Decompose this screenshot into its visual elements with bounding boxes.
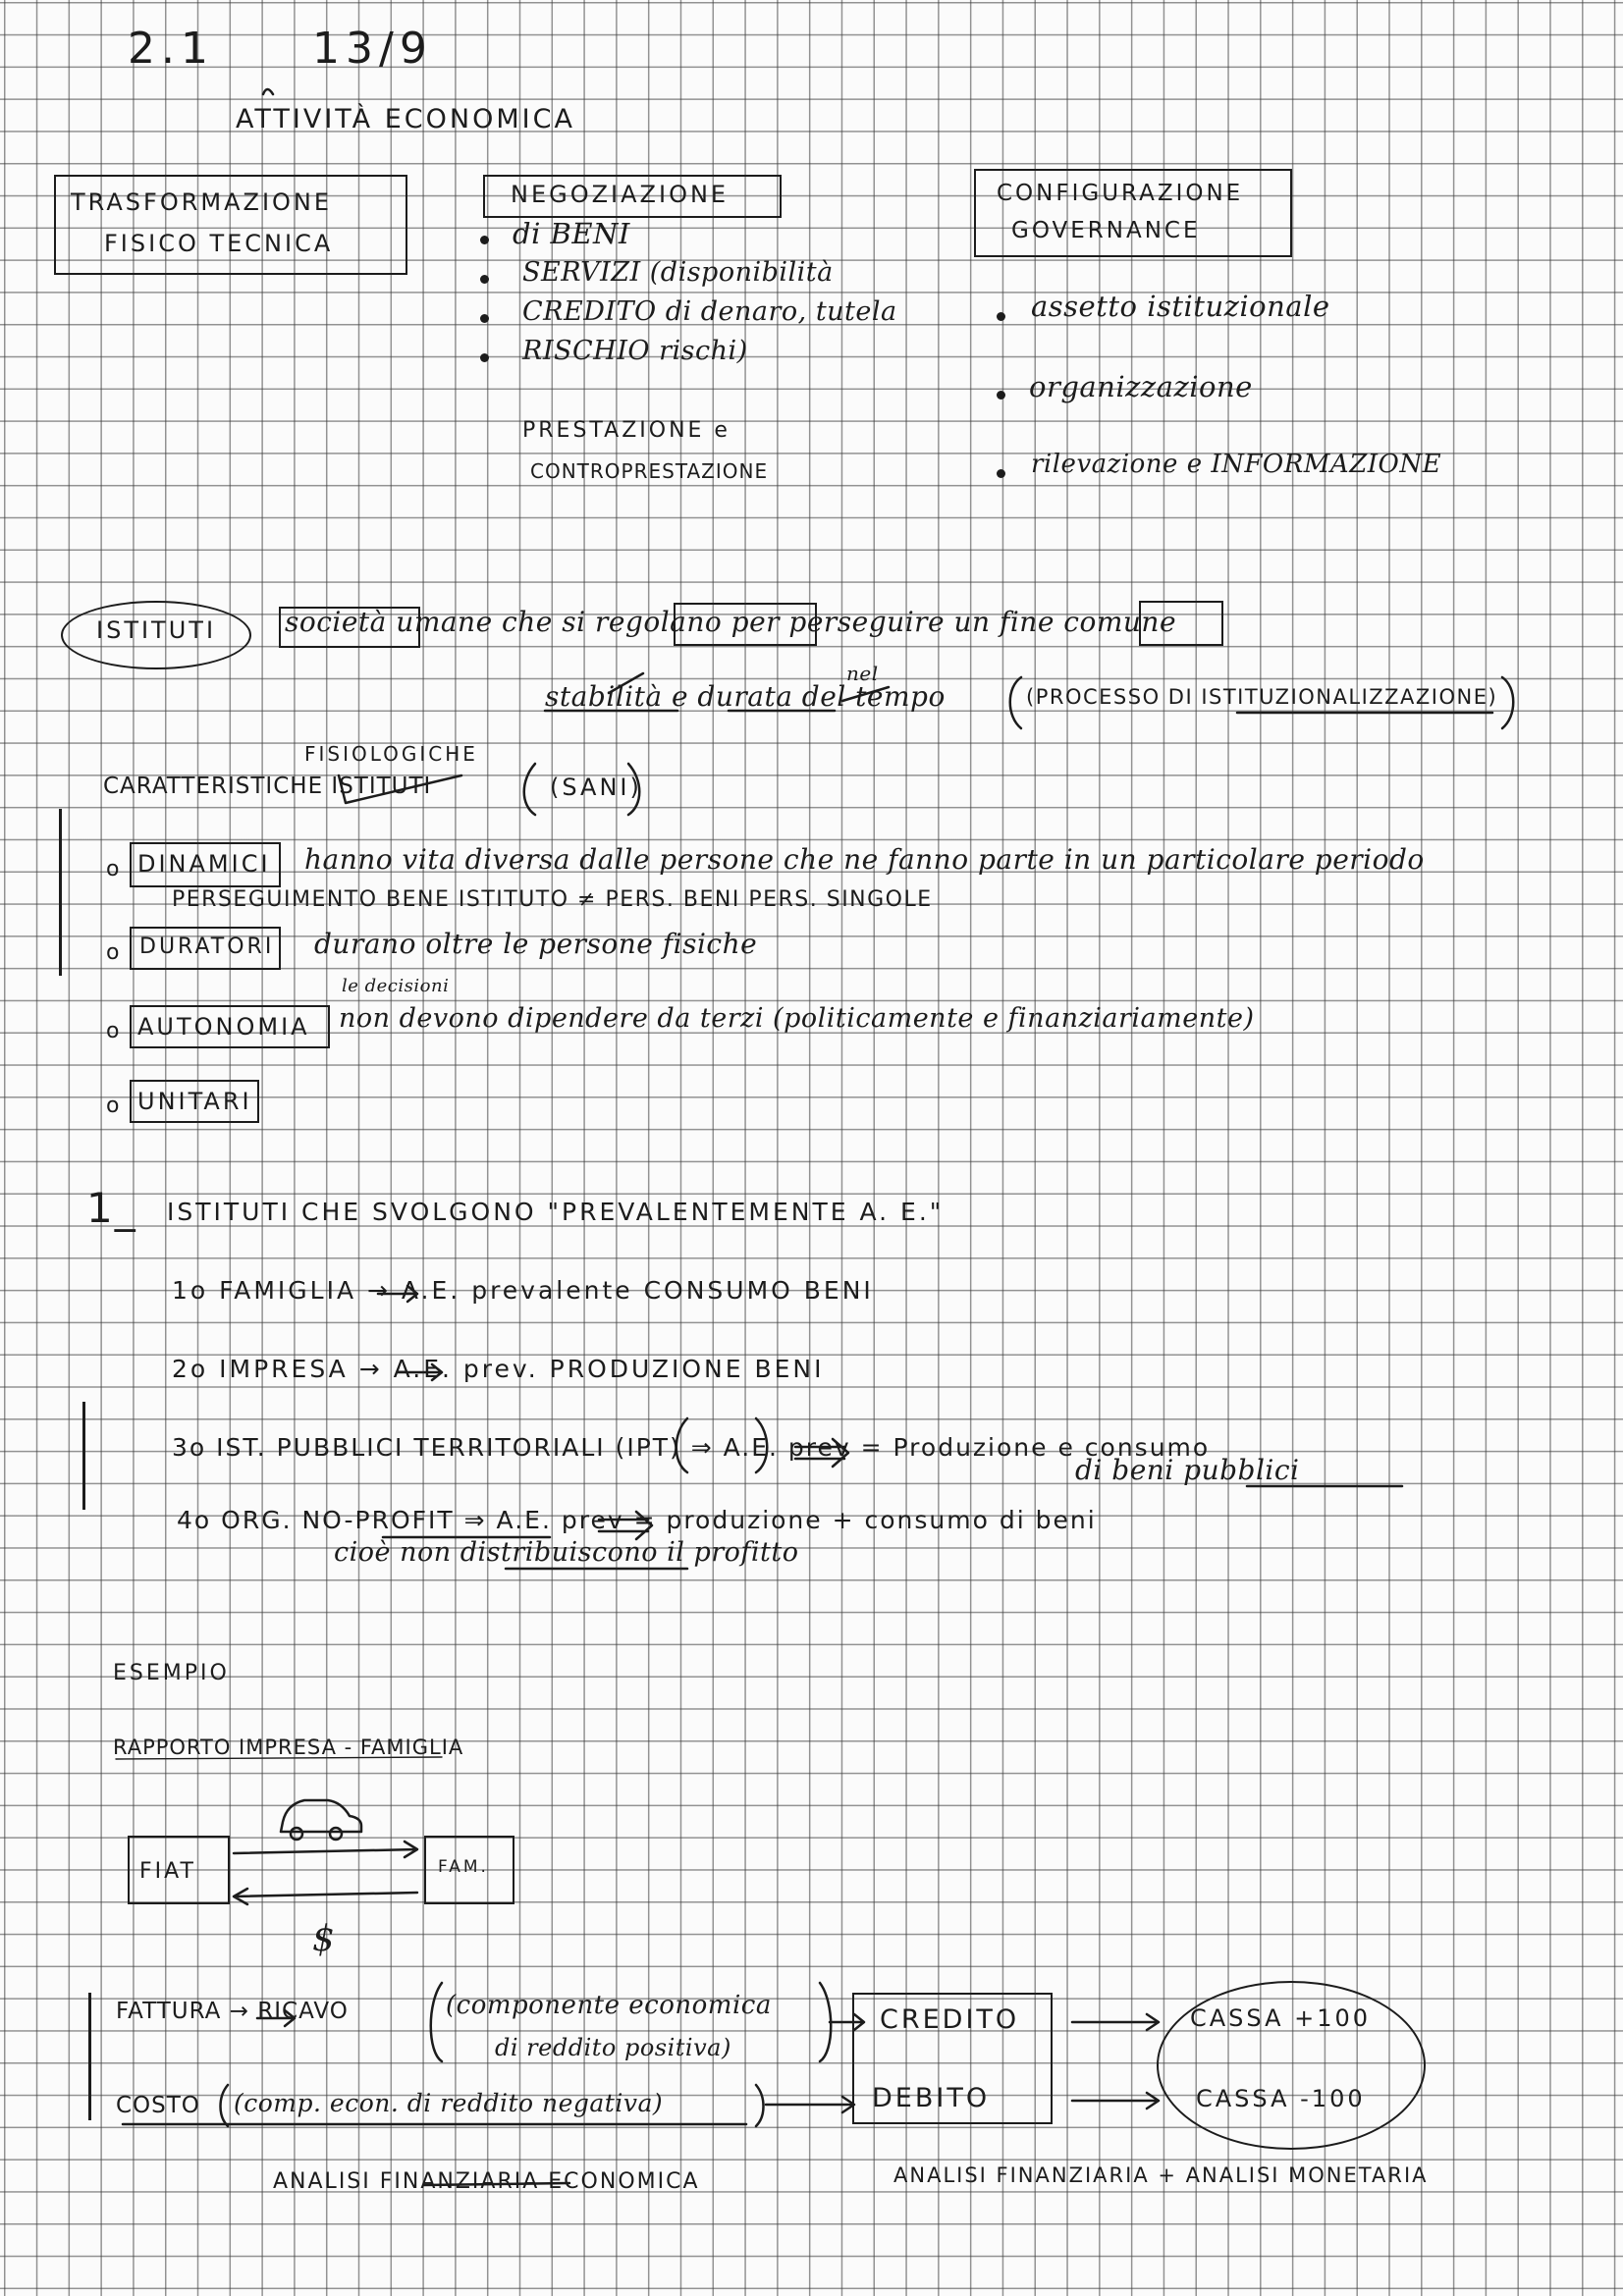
arrow-icon: [398, 1364, 442, 1380]
istituti-label: ISTITUTI: [96, 616, 217, 644]
accent-mark: [263, 89, 273, 94]
wheel: [291, 1828, 302, 1840]
caratteristiche-title: CARATTERISTICHE ISTITUTI: [103, 774, 432, 799]
paren-right: [756, 1418, 767, 1472]
trasformazione-line1: TRASFORMAZIONE: [71, 188, 333, 216]
prestazione-line1: PRESTAZIONE e: [522, 418, 730, 443]
istituto-row-2: 2o IMPRESA → A.E. prev. PRODUZIONE BENI: [172, 1355, 825, 1383]
fattura-note-line1: (componente economica: [446, 1991, 772, 2020]
section-number: 1_: [86, 1184, 137, 1232]
check-mark: [339, 775, 461, 803]
paren-left: [676, 1418, 687, 1472]
lesson-date: 13/9: [312, 24, 433, 74]
paren-left: [431, 1983, 442, 2061]
fattura-note-line2: di reddito positiva): [495, 2034, 731, 2061]
debito-label: DEBITO: [872, 2083, 991, 2113]
negoziazione-item-1: di BENI: [513, 217, 630, 250]
configurazione-item-3: rilevazione e INFORMAZIONE: [1031, 450, 1442, 479]
dinamici-note: PERSEGUIMENTO BENE ISTITUTO ≠ PERS. BENI PERS. SINGOLE: [172, 887, 933, 912]
cassa-minus: CASSA -100: [1196, 2085, 1366, 2112]
sani-label: (SANI): [550, 774, 642, 801]
lesson-number: 2.1: [128, 24, 214, 74]
wheel: [330, 1828, 342, 1840]
configurazione-line2: GOVERNANCE: [1011, 218, 1201, 243]
cassa-plus: CASSA +100: [1190, 2004, 1372, 2032]
dinamici-term: DINAMICI: [137, 850, 271, 878]
costo-label: COSTO: [116, 2093, 200, 2118]
bullet-icon: o: [106, 1094, 123, 1118]
rapporto-label: RAPPORTO IMPRESA - FAMIGLIA: [113, 1735, 464, 1759]
istituto-row-3-cont: di beni pubblici: [1075, 1454, 1300, 1486]
configurazione-line1: CONFIGURAZIONE: [997, 181, 1244, 206]
prestazione-line2: CONTROPRESTAZIONE: [530, 459, 769, 483]
correction-nel: nel: [846, 662, 879, 685]
fam-label: FAM.: [438, 1857, 489, 1877]
paren-right: [756, 2085, 764, 2126]
double-arrow-icon: [795, 1439, 848, 1467]
arrow-icon: [378, 1286, 417, 1302]
paren-left: [1010, 677, 1021, 728]
unitari-term: UNITARI: [137, 1088, 252, 1115]
page-title: ATTIVITÀ ECONOMICA: [236, 104, 575, 134]
bullet-icon: o: [106, 857, 123, 881]
costo-note: (comp. econ. di reddito negativa): [234, 2089, 664, 2117]
car-icon: [281, 1800, 361, 1832]
trasformazione-line2: FISICO TECNICA: [104, 230, 334, 257]
negoziazione-item-4: RISCHIO rischi): [522, 336, 748, 366]
underline-rapporto: [116, 1757, 442, 1759]
dinamici-desc: hanno vita diversa dalle persone che ne fanno parte in un particolare periodo: [304, 843, 1425, 876]
arrow-icon: [257, 2010, 295, 2026]
paren-left: [524, 764, 535, 815]
fattura-label: FATTURA → RICAVO: [116, 1999, 349, 2024]
arrow-icon: [830, 2014, 864, 2030]
insertion-arrow: [609, 673, 643, 693]
arrow-icon: [1072, 2014, 1159, 2030]
istituto-row-4-cont: cioè non distribuiscono il profitto: [334, 1537, 799, 1568]
credito-label: CREDITO: [880, 2004, 1020, 2035]
arrow-icon: [766, 2097, 854, 2112]
strike-finanziaria: [424, 2183, 569, 2185]
analisi-right: ANALISI FINANZIARIA + ANALISI MONETARIA: [893, 2163, 1429, 2187]
fiat-label: FIAT: [139, 1859, 196, 1884]
autonomia-term: AUTONOMIA: [137, 1013, 310, 1041]
duratori-term: DURATORI: [139, 934, 275, 959]
bullet-icon: o: [106, 940, 123, 965]
arrow-icon: [1072, 2093, 1159, 2109]
strike-del: [842, 687, 889, 701]
istituto-row-1: 1o FAMIGLIA → A.E. prevalente CONSUMO BENI: [172, 1276, 874, 1305]
arrow-right-icon: [234, 1842, 417, 1857]
arrow-left-icon: [234, 1889, 417, 1904]
autonomia-desc: non devono dipendere da terzi (politicamente e finanziariamente): [339, 1003, 1255, 1034]
double-arrow-icon: [599, 1512, 652, 1539]
analisi-left: ANALISI FINANZIARIA ECONOMICA: [273, 2169, 700, 2194]
negoziazione-item-3: CREDITO di denaro, tutela: [522, 296, 897, 327]
processo-label: (PROCESSO DI ISTITUZIONALIZZAZIONE): [1026, 685, 1498, 709]
paren-right: [1502, 677, 1513, 728]
dollar-icon: $: [312, 1919, 336, 1959]
configurazione-item-2: organizzazione: [1029, 370, 1253, 403]
istituti-definition-line2: stabilità e durata del tempo: [545, 680, 946, 713]
esempio-label: ESEMPIO: [113, 1661, 230, 1685]
istituto-row-4: 4o ORG. NO-PROFIT ⇒ A.E. prev = produzione + consumo di beni: [177, 1506, 1097, 1534]
autonomia-insertion: le decisioni: [342, 976, 450, 996]
fisiologiche-label: FISIOLOGICHE: [304, 742, 478, 766]
istituto-row-3: 3o IST. PUBBLICI TERRITORIALI (IPT) ⇒ A.E. prev = Produzione e consumo: [172, 1433, 1211, 1462]
istituti-definition-line1: società umane che si regolano per perseguire un fine comune: [285, 606, 1177, 638]
duratori-desc: durano oltre le persone fisiche: [314, 928, 758, 960]
section-title: ISTITUTI CHE SVOLGONO "PREVALENTEMENTE A. E.": [167, 1198, 945, 1226]
configurazione-item-1: assetto istituzionale: [1031, 290, 1330, 323]
negoziazione-title: NEGOZIAZIONE: [511, 181, 730, 208]
bullet-icon: o: [106, 1019, 123, 1043]
negoziazione-item-2: SERVIZI (disponibilità: [522, 257, 834, 288]
paren-left: [221, 2085, 229, 2126]
paren-right: [628, 764, 639, 815]
